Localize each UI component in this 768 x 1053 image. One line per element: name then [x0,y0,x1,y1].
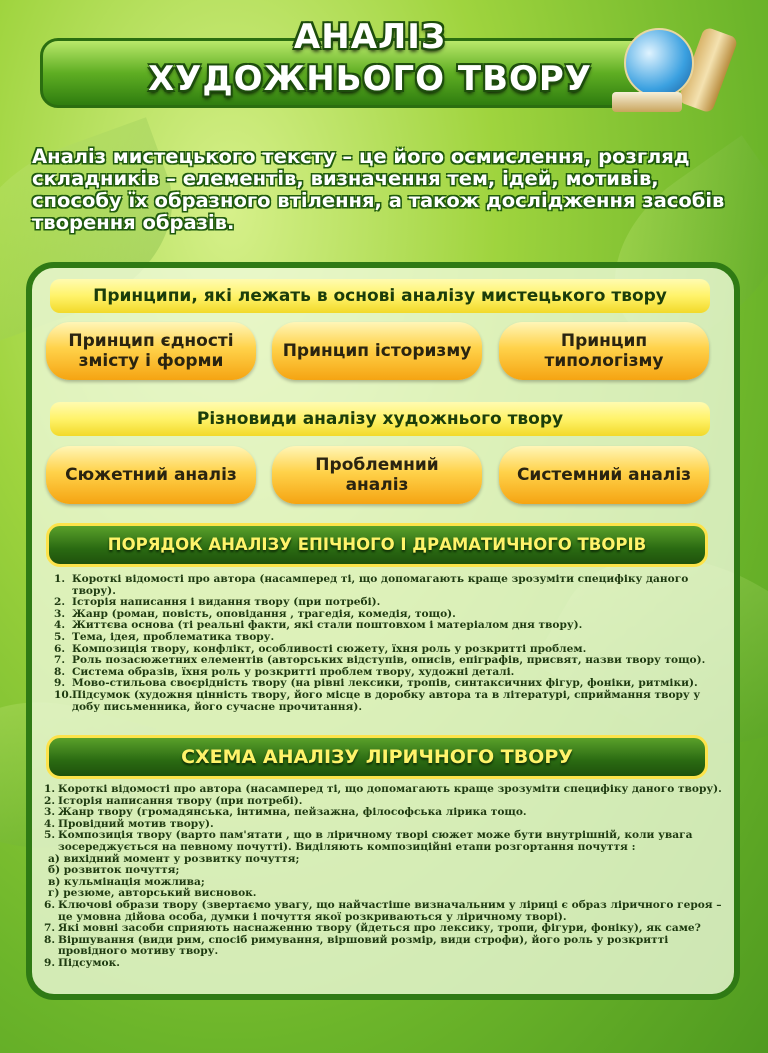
list-item [44,784,724,796]
list-item-number: 4. [54,619,66,632]
page-title [60,16,680,100]
list-item-number: 2. [44,794,56,807]
epic-steps-list [54,574,724,713]
list-item [44,935,724,958]
intro-text: Аналіз мистецького тексту – це його осмислення, розгляд складників – елементів, визначення тем, ідей, мотивів, способу їх образного втілення, а також дослідження засобів творення образів. [32,145,725,234]
list-item-number: 8. [54,665,66,678]
list-item-number: 9. [44,956,56,969]
list-item [44,923,724,935]
list-item-number: 9. [54,677,66,690]
title-line-1: АНАЛІЗ [293,17,447,57]
list-item-text: Життєва основа (ті реальні факти, які стали поштовхом і матеріалом дня твору). [72,619,583,632]
list-item-number: 8. [44,933,56,946]
principle-card: Принцип типологізму [499,322,709,380]
lyric-heading: СХЕМА АНАЛІЗУ ЛІРИЧНОГО ТВОРУ [46,735,708,779]
analysis-type-card: Сюжетний аналіз [46,446,256,504]
list-item-number: 4. [44,817,56,830]
principle-card: Принцип єдності змісту і форми [46,322,256,380]
list-item-number: 7. [54,654,66,667]
list-item [44,830,724,853]
list-item-text: Роль позасюжетних елементів (авторських відступів, описів, епіграфів, присвят, назви твору тощо). [72,654,706,667]
list-item-text: Історія написання твору (при потребі). [58,794,303,807]
list-item [54,632,724,644]
list-item-text: Композиція твору, конфлікт, особливості сюжету, їхня роль у розкритті проблем. [72,642,587,655]
list-item-number: 5. [44,829,56,842]
list-item-text: в) кульмінація можлива; [48,875,205,888]
list-item-number: 5. [54,630,66,643]
list-item-text: Тема, ідея, проблематика твору. [72,630,275,643]
list-item-text: Мово-стильова своєрідність твору (на рівні лексики, тропів, синтаксичних фігур, фоніки, ритміки). [72,677,698,690]
list-item-number: 10. [54,688,73,701]
list-item-text: б) розвиток почуття; [48,864,180,877]
list-item-number: 3. [44,806,56,819]
list-item-text: а) вихідний момент у розвитку почуття; [48,852,300,865]
list-item-text: Короткі відомості про автора (насамперед ті, що допомагають краще зрозуміти специфіку даного твору). [58,783,722,795]
list-item-text: Ключові образи твору (звертаємо увагу, що найчастіше визначальним у ліриці є образ ліричного героя – це умовна дійова особа, думки і почуття якої розкриваються у ліричному творі). [58,898,722,923]
list-item-text: Композиція твору (варто пам'ятати , що в ліричному творі сюжет може бути внутрішній, коли увага зосереджується на певному почутті). Виділяють композиційні етапи розгортання почуття : [58,829,693,853]
list-item-number: 1. [54,573,66,585]
list-item-text: Короткі відомості про автора (насамперед ті, що допомагають краще зрозуміти специфіку даного твору). [72,573,689,597]
list-item-text: Історія написання і видання твору (при потребі). [72,596,381,609]
list-item [54,574,724,597]
list-item [54,655,724,667]
list-item-text: Підсумок. [58,956,120,969]
globe-icon [624,28,694,98]
list-item-text: Жанр твору (громадянська, інтимна, пейзажна, філософська лірика тощо. [58,806,527,819]
types-heading: Різновиди аналізу художнього твору [50,402,710,436]
list-item-text: Підсумок (художня цінність твору, його місце в доробку автора та в літературі, сприймання твору у добу письменника, його сучасне прочитання). [72,688,701,713]
list-item-number: 6. [54,642,66,655]
list-item-number: 1. [44,783,56,795]
title-line-2: ХУДОЖНЬОГО ТВОРУ [147,59,593,99]
list-item-text: Система образів, їхня роль у розкритті проблем твору, художні деталі. [72,665,515,678]
list-item-number: 6. [44,898,56,911]
list-item-number: 7. [44,922,56,935]
list-item-text: г) резюме, авторський висновок. [48,887,257,900]
list-item-text: Жанр (роман, повість, оповідання , трагедія, комедія, тощо). [72,607,456,620]
principle-card: Принцип історизму [272,322,482,380]
lyric-steps-list [44,784,724,970]
list-item-text: Провідний мотив твору). [58,817,214,830]
principles-heading: Принципи, які лежать в основі аналізу мистецького твору [50,279,710,313]
list-item [44,958,724,970]
list-item [44,865,724,877]
list-item-number: 3. [54,607,66,620]
list-item [54,690,724,713]
analysis-type-card: Проблемний аналіз [272,446,482,504]
list-item-text: Віршування (види рим, спосіб римування, віршовий розмір, види строфи), його роль у розкритті провідного мотиву твору. [58,933,669,958]
epic-heading: ПОРЯДОК АНАЛІЗУ ЕПІЧНОГО І ДРАМАТИЧНОГО ТВОРІВ [46,523,708,567]
list-item [44,900,724,923]
list-item-text: Які мовні засоби сприяють наснаженню твору (йдеться про лексику, тропи, фігури, фоніку), як саме? [58,922,701,935]
analysis-type-card: Системний аналіз [499,446,709,504]
list-item-number: 2. [54,596,66,609]
books-icon [612,92,682,112]
